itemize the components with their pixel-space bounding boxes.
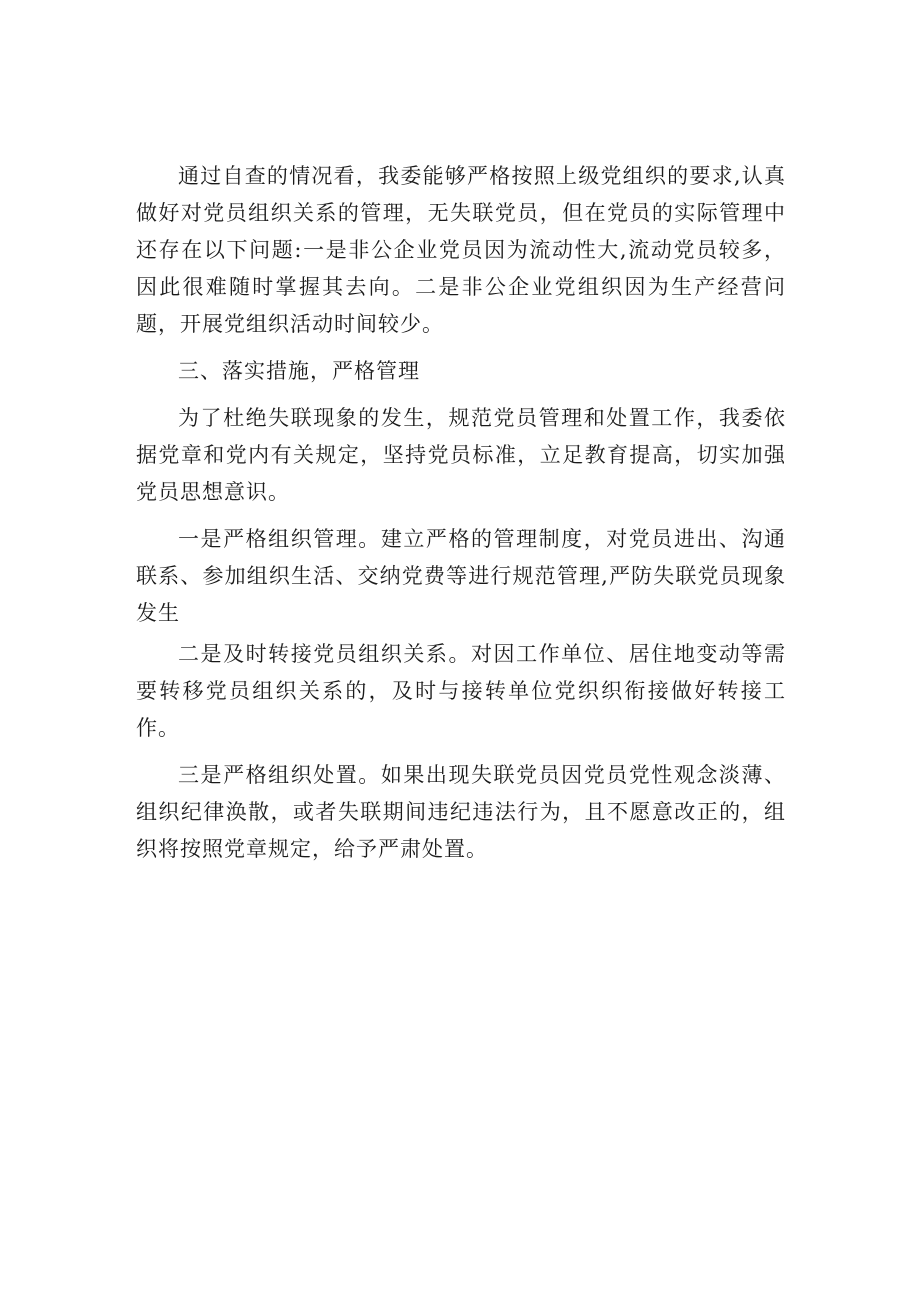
section-heading-measures: 三、落实措施，严格管理 <box>178 359 420 383</box>
paragraph-measure-two: 二是及时转接党员组织关系。对因工作单位、居住地变动等需要转移党员组织关系的，及时与接转单位党织织衔接做好转接工作。 <box>136 642 786 740</box>
paragraph-self-inspection: 通过自查的情况看，我委能够严格按照上级党组织的要求,认真做好对党员组织关系的管理，无失联党员，但在党员的实际管理中还存在以下问题:一是非公企业党员因为流动性大,流动党员较多，因此很难随时掌握其去向。二是非公企业党组织因为生产经营问题，开展党组织活动时间较少。 <box>136 164 786 336</box>
paragraph-measure-one: 一是严格组织管理。建立严格的管理制度，对党员进出、沟通联系、参加组织生活、交纳党费等进行规范管理,严防失联党员现象发生 <box>136 527 786 625</box>
paragraph-measure-three: 三是严格组织处置。如果出现失联党员因党员党性观念淡薄、组织纪律涣散，或者失联期间违纪违法行为，且不愿意改正的，组织将按照党章规定，给予严肃处置。 <box>136 763 786 861</box>
paragraph-measures-intro: 为了杜绝失联现象的发生，规范党员管理和处置工作，我委依据党章和党内有关规定，坚持党员标准，立足教育提高，切实加强党员思想意识。 <box>136 406 786 504</box>
document-body <box>136 158 786 878</box>
